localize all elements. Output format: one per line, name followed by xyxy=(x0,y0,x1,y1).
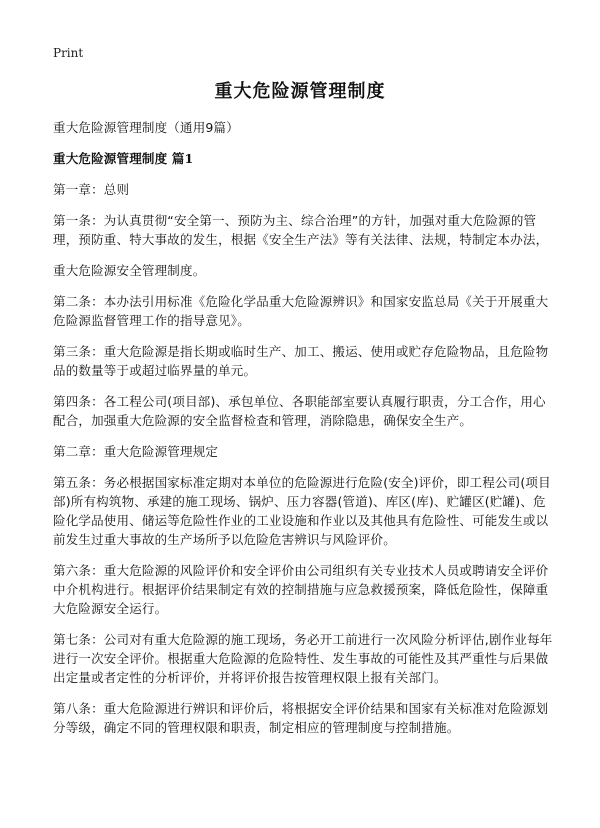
paragraph: 第六条：重大危险源的风险评价和安全评价由公司组织有关专业技术人员或聘请安全评价中介机构进行。根据评价结果制定有效的控制措施与应急救援预案，降低危险性，保障重大危险源安全运行。 xyxy=(53,563,549,616)
chapter-heading: 第一章：总则 xyxy=(53,182,130,197)
print-link[interactable]: Print xyxy=(53,46,84,60)
paragraph: 重大危险源安全管理制度。 xyxy=(53,263,206,278)
document-body xyxy=(53,118,553,749)
paragraph: 第八条：重大危险源进行辨识和评价后，将根据安全评价结果和国家有关标准对危险源划分等级，确定不同的管理权限和职责，制定相应的管理制度与控制措施。 xyxy=(53,701,549,735)
page-title: 重大危险源管理制度 xyxy=(214,81,386,102)
chapter-heading: 第二章：重大危险源管理规定 xyxy=(53,444,219,459)
section-heading: 重大危险源管理制度 篇1 xyxy=(53,151,194,166)
paragraph: 第三条：重大危险源是指长期或临时生产、加工、搬运、使用或贮存危险物品，且危险物品的数量等于或超过临界量的单元。 xyxy=(53,344,549,378)
paragraph: 第四条：各工程公司(项目部)、承包单位、各职能部室要认真履行职责，分工合作，用心配合，加强重大危险源的安全监督检查和管理，消除隐患，确保安全生产。 xyxy=(53,394,546,428)
paragraph: 第五条：务必根据国家标准定期对本单位的危险源进行危险(安全)评价，即工程公司(项目部)所有构筑物、承建的施工现场、锅炉、压力容器(管道)、库区(库)、贮罐区(贮罐)、危险化学品使用、储运等危险性作业的工业设施和作业以及其他具有危险性、可能发生或以前发生过重大事故的生产场所予以危险危害辨识与风险评价。 xyxy=(53,475,551,547)
paragraph: 第七条：公司对有重大危险源的施工现场，务必开工前进行一次风险分析评估,剧作业每年进行一次安全评价。根据重大危险源的危险特性、发生事故的可能性及其严重性与后果做出定量或者定性的分析评价，并将评价报告按管理权限上报有关部门。 xyxy=(53,632,553,685)
paragraph: 第一条：为认真贯彻“安全第一、预防为主、综合治理”的方针，加强对重大危险源的管理，预防重、特大事故的发生，根据《安全生产法》等有关法律、法规，特制定本办法， xyxy=(53,213,549,247)
document-subtitle: 重大危险源管理制度（通用9篇） xyxy=(53,120,239,135)
paragraph: 第二条：本办法引用标准《危险化学品重大危险源辨识》和国家安监总局《关于开展重大危险源监督管理工作的指导意见》。 xyxy=(53,294,549,328)
